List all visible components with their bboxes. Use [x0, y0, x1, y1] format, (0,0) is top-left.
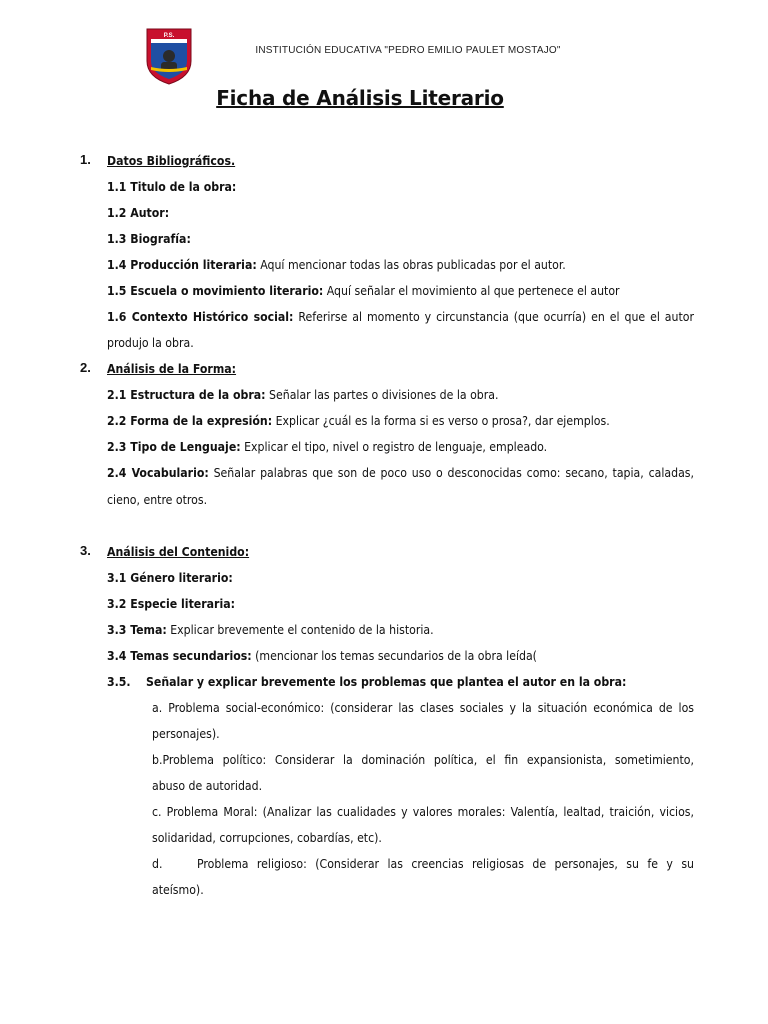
problem-c-line1: c. Problema Moral: (Analizar las cualidades y valores morales: Valentía, lealtad, traición, vicios, [152, 805, 694, 819]
section-3-number: 3. [80, 543, 91, 558]
problem-d-line1: Problema religioso: (Considerar las creencias religiosas de personajes, su fe y su [197, 857, 694, 871]
item-2-4: 2.4 Vocabulario: Señalar palabras que son de poco uso o desconocidas como: secano, tapia, caladas, [107, 466, 694, 480]
item-1-6: 1.6 Contexto Histórico social: Referirse al momento y circunstancia (que ocurría) en el que el autor [107, 310, 694, 324]
item-1-2: 1.2 Autor: [107, 206, 170, 220]
item-3-5: Señalar y explicar brevemente los problemas que plantea el autor en la obra: [146, 675, 627, 689]
problem-b-line2: abuso de autoridad. [152, 779, 263, 793]
problem-a-line2: personajes). [152, 727, 220, 741]
item-2-4-continuation: cieno, entre otros. [107, 493, 208, 507]
item-1-3: 1.3 Biografía: [107, 232, 191, 246]
item-1-1: 1.1 Titulo de la obra: [107, 180, 237, 194]
problem-d-letter: d. [152, 857, 163, 871]
problem-c-line2: solidaridad, corrupciones, cobardías, etc). [152, 831, 382, 845]
item-3-1: 3.1 Género literario: [107, 571, 233, 585]
section-3-heading: Análisis del Contenido: [107, 545, 250, 559]
problem-d-line2: ateísmo). [152, 883, 204, 897]
item-3-3: 3.3 Tema: Explicar brevemente el contenido de la historia. [107, 623, 434, 637]
item-3-2: 3.2 Especie literaria: [107, 597, 235, 611]
item-1-6-continuation: produjo la obra. [107, 336, 194, 350]
item-2-1: 2.1 Estructura de la obra: Señalar las partes o divisiones de la obra. [107, 388, 499, 402]
item-1-4: 1.4 Producción literaria: Aquí mencionar todas las obras publicadas por el autor. [107, 258, 566, 272]
problem-b-line1: b.Problema político: Considerar la dominación política, el fin expansionista, sometimiento, [152, 753, 694, 767]
section-1-heading: Datos Bibliográficos. [107, 154, 236, 168]
page-title: Ficha de Análisis Literario [216, 86, 504, 110]
section-2-heading: Análisis de la Forma: [107, 362, 237, 376]
item-2-3: 2.3 Tipo de Lenguaje: Explicar el tipo, nivel o registro de lenguaje, empleado. [107, 440, 548, 454]
school-crest-logo [144, 27, 194, 85]
item-2-2: 2.2 Forma de la expresión: Explicar ¿cuál es la forma si es verso o prosa?, dar ejemplos. [107, 414, 610, 428]
institution-name: INSTITUCIÓN EDUCATIVA "PEDRO EMILIO PAULET MOSTAJO" [255, 45, 561, 56]
section-2-number: 2. [80, 360, 91, 375]
section-1-number: 1. [80, 152, 91, 167]
problem-a-line1: a. Problema social-económico: (considerar las clases sociales y la situación económica de los [152, 701, 694, 715]
item-3-5-number: 3.5. [107, 675, 131, 689]
logo-text: P.S. [163, 33, 175, 39]
item-3-4: 3.4 Temas secundarios: (mencionar los temas secundarios de la obra leída( [107, 649, 537, 663]
item-1-5: 1.5 Escuela o movimiento literario: Aquí señalar el movimiento al que pertenece el autor [107, 284, 620, 298]
